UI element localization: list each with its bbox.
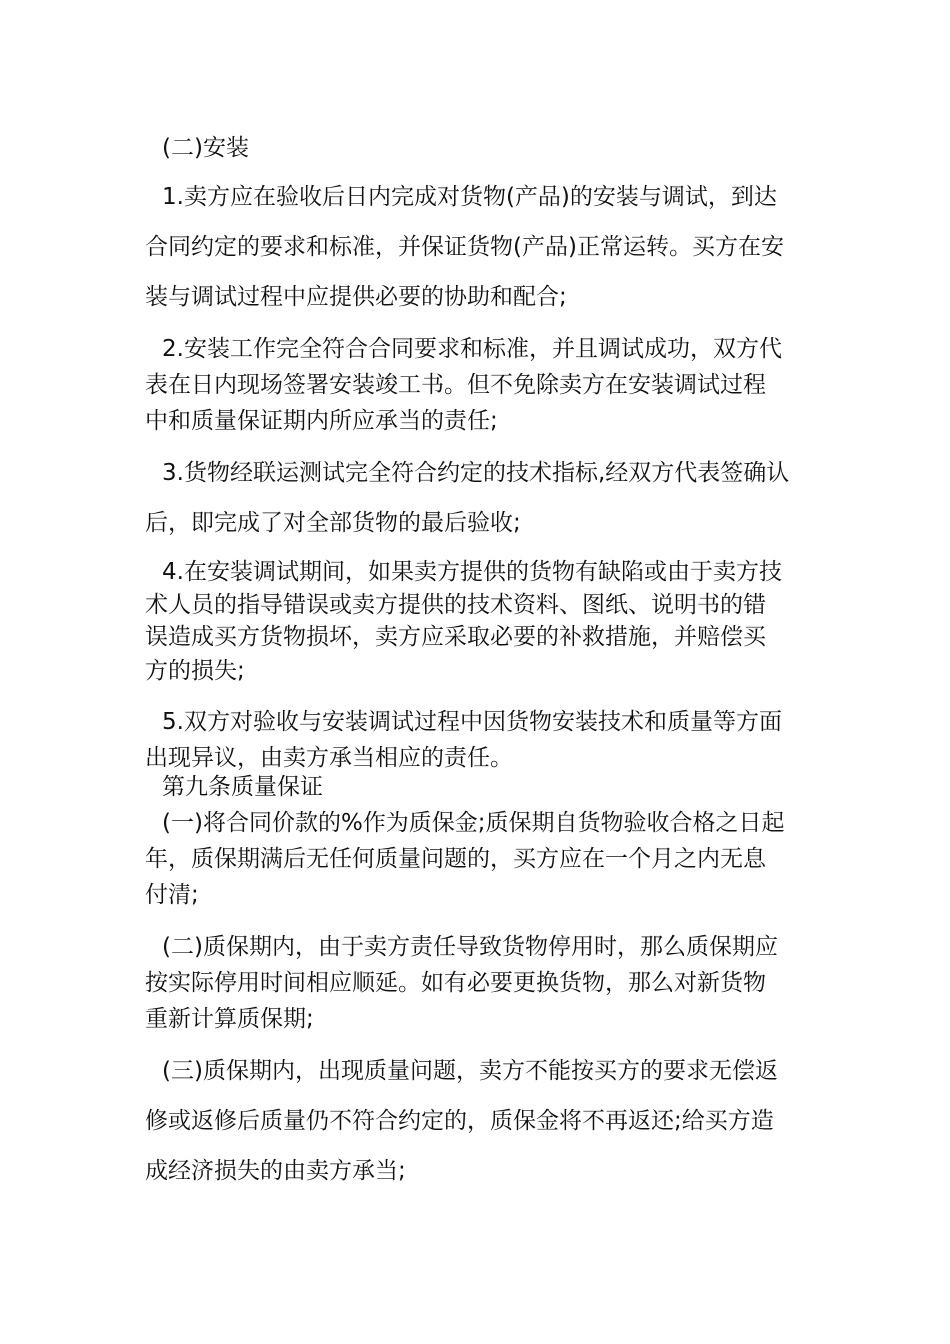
paragraph-line: 表在日内现场签署安装竣工书。但不免除卖方在安装调试过程 [145,372,766,398]
paragraph-line: 1.卖方应在验收后日内完成对货物(产品)的安装与调试，到达 [162,184,777,210]
paragraph-line: (三)质保期内，出现质量问题，卖方不能按买方的要求无偿返 [162,1058,778,1084]
paragraph-line: 成经济损失的由卖方承当; [145,1158,406,1184]
paragraph-line: 装与调试过程中应提供必要的协助和配合; [145,284,567,310]
paragraph-line: 出现异议，由卖方承当相应的责任。 [145,745,513,771]
paragraph-line: 按实际停用时间相应顺延。如有必要更换货物，那么对新货物 [145,970,766,996]
paragraph-line: 修或返修后质量仍不符合约定的，质保金将不再返还;给买方造 [145,1108,774,1134]
paragraph-line: 合同约定的要求和标准，并保证货物(产品)正常运转。买方在安 [145,234,784,260]
paragraph-line: 方的损失; [145,658,245,684]
paragraph-line: 重新计算质保期; [145,1006,314,1032]
paragraph-line: 年，质保期满后无任何质量问题的，买方应在一个月之内无息 [145,846,766,872]
paragraph-line: 2.安装工作完全符合合同要求和标准，并且调试成功，双方代 [162,336,782,362]
article-heading: 第九条质量保证 [162,774,323,800]
paragraph-line: 5.双方对验收与安装调试过程中因货物安装技术和质量等方面 [162,709,782,735]
section-heading-install: (二)安装 [162,135,249,161]
paragraph-line: 付清; [145,882,199,908]
paragraph-line: 后，即完成了对全部货物的最后验收; [145,510,521,536]
paragraph-line: 3.货物经联运测试完全符合约定的技术指标,经双方代表签确认 [162,460,790,486]
paragraph-line: 4.在安装调试期间，如果卖方提供的货物有缺陷或由于卖方技 [162,559,782,585]
paragraph-line: 误造成买方货物损坏，卖方应采取必要的补救措施，并赔偿买 [145,624,766,650]
paragraph-line: (一)将合同价款的%作为质保金;质保期自货物验收合格之日起 [162,810,785,836]
paragraph-line: 术人员的指导错误或卖方提供的技术资料、图纸、说明书的错 [145,592,766,618]
paragraph-line: (二)质保期内，由于卖方责任导致货物停用时，那么质保期应 [162,934,778,960]
paragraph-line: 中和质量保证期内所应承当的责任; [145,408,498,434]
